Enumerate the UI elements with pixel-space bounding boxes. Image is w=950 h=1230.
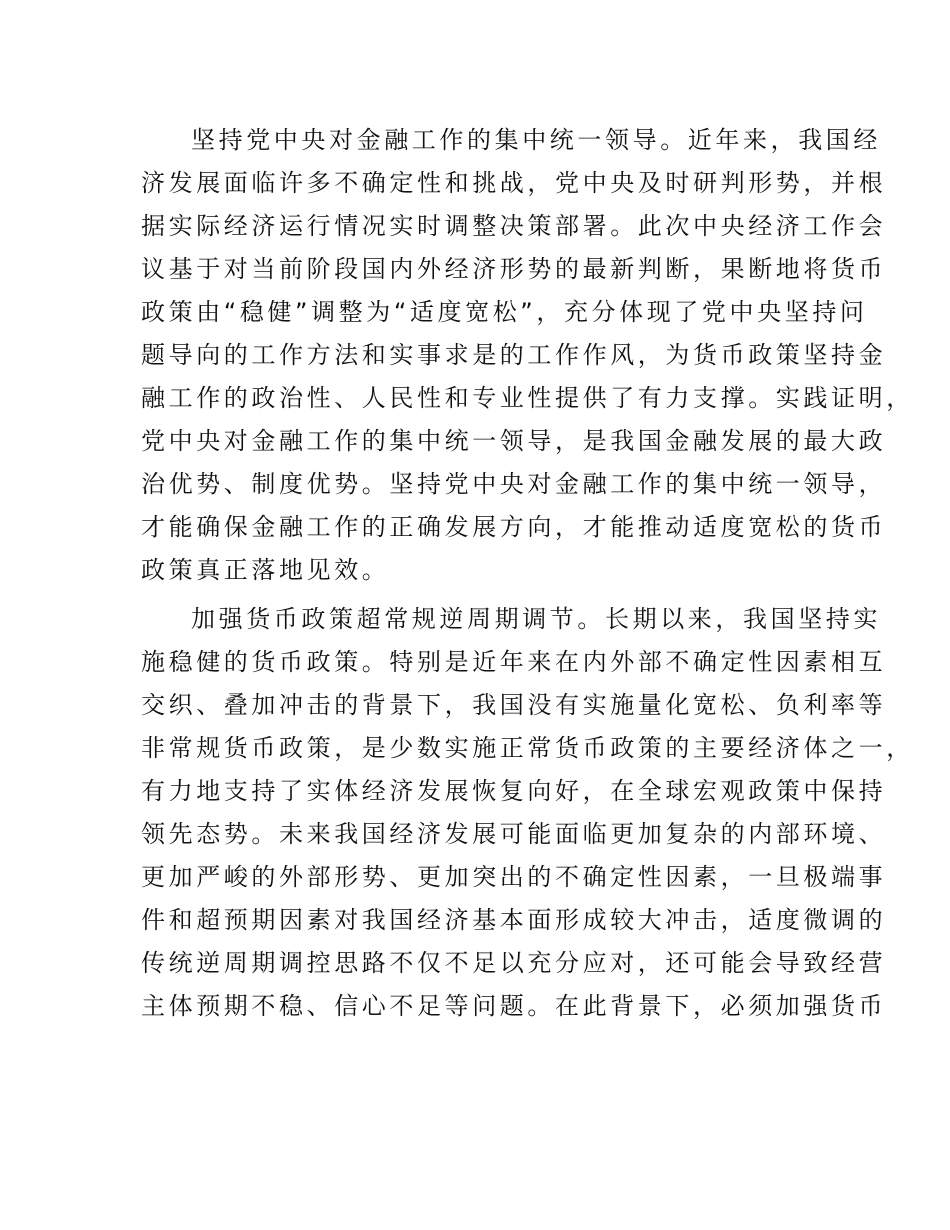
- text-line: 传统逆周期调控思路不仅不足以充分应对，还可能会导致经营: [141, 949, 887, 977]
- text-line: 非常规货币政策，是少数实施正常货币政策的主要经济体之一，: [141, 734, 914, 762]
- text-line: 才能确保金融工作的正确发展方向，才能推动适度宽松的货币: [141, 513, 887, 541]
- text-line: 议基于对当前阶段国内外经济形势的最新判断，果断地将货币: [141, 255, 887, 283]
- document-page: [141, 119, 914, 1028]
- text-line: 坚持党中央对金融工作的集中统一领导。近年来，我国经: [191, 126, 881, 154]
- text-line: 济发展面临许多不确定性和挑战，党中央及时研判形势，并根: [141, 169, 887, 197]
- text-line: 党中央对金融工作的集中统一领导，是我国金融发展的最大政: [141, 427, 887, 455]
- text-line: 加强货币政策超常规逆周期调节。长期以来，我国坚持实: [191, 605, 881, 633]
- text-line: 交织、叠加冲击的背景下，我国没有实施量化宽松、负利率等: [141, 691, 887, 719]
- text-line: 件和超预期因素对我国经济基本面形成较大冲击，适度微调的: [141, 906, 887, 934]
- text-line: 政策由“稳健”调整为“适度宽松”，充分体现了党中央坚持问: [141, 298, 868, 326]
- text-line: 有力地支持了实体经济发展恢复向好，在全球宏观政策中保持: [141, 777, 887, 805]
- text-line: 主体预期不稳、信心不足等问题。在此背景下，必须加强货币: [141, 992, 887, 1020]
- text-line: 更加严峻的外部形势、更加突出的不确定性因素，一旦极端事: [141, 863, 887, 891]
- paragraph-centralized-leadership: [141, 119, 914, 592]
- paragraph-countercyclical-adjustment: [141, 598, 914, 1028]
- text-line: 治优势、制度优势。坚持党中央对金融工作的集中统一领导，: [141, 470, 887, 498]
- text-line: 融工作的政治性、人民性和专业性提供了有力支撑。实践证明，: [141, 384, 914, 412]
- text-line: 施稳健的货币政策。特别是近年来在内外部不确定性因素相互: [141, 648, 887, 676]
- text-line: 领先态势。未来我国经济发展可能面临更加复杂的内部环境、: [141, 820, 887, 848]
- text-line: 政策真正落地见效。: [141, 556, 390, 584]
- text-line: 题导向的工作方法和实事求是的工作作风，为货币政策坚持金: [141, 341, 887, 369]
- text-line: 据实际经济运行情况实时调整决策部署。此次中央经济工作会: [141, 212, 887, 240]
